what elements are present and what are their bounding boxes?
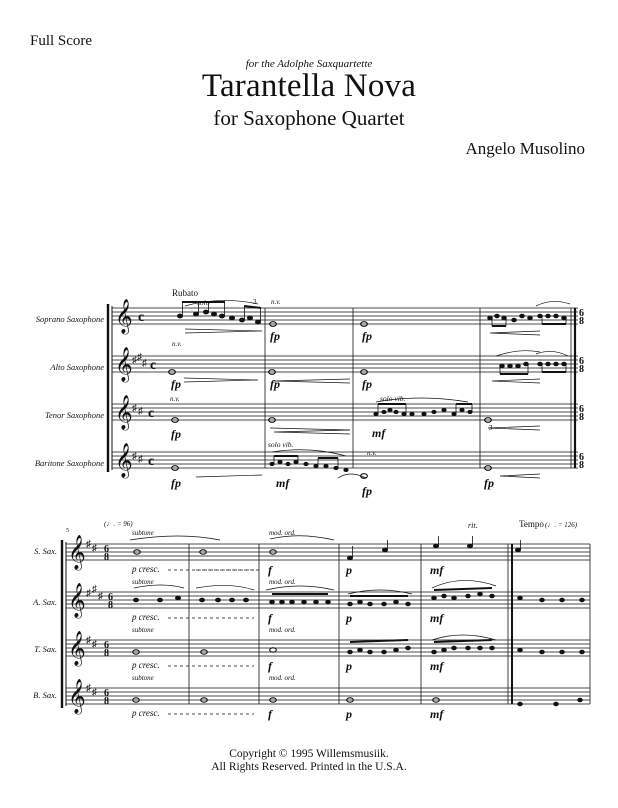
instrument-label-b-sax: B. Sax. (33, 690, 57, 700)
score-type-label: Full Score (30, 33, 93, 49)
piece-subtitle: for Saxophone Quartet (213, 106, 405, 130)
dynamic-mf-tenor-m3: mf (372, 426, 386, 440)
dynamic-fp-baritone-m3: fp (362, 484, 372, 498)
svg-text:♯: ♯ (132, 403, 137, 414)
dynamic-fp-alto-m3: fp (362, 377, 372, 391)
svg-text:6: 6 (579, 452, 584, 463)
svg-text:♯: ♯ (86, 683, 91, 694)
dynamic-p-t-sax: p (346, 659, 352, 673)
instrument-label-baritone: Baritone Saxophone (34, 458, 104, 468)
rights-line: All Rights Reserved. Printed in the U.S.A. (211, 761, 407, 773)
svg-text:𝄞: 𝄞 (115, 444, 133, 477)
rit-marking: rit. (468, 521, 478, 530)
subtone-s-sax: subtone (132, 529, 154, 537)
nv-marking-tenor: n.v. (170, 395, 180, 403)
instrument-label-tenor: Tenor Saxophone (45, 410, 104, 420)
svg-text:6: 6 (579, 404, 584, 415)
svg-text:♯: ♯ (86, 635, 91, 646)
solo-vib-marking-tenor: solo vib. (380, 394, 406, 403)
dynamic-f-b-sax: f (268, 707, 272, 721)
svg-text:8: 8 (104, 648, 109, 659)
nv-marking-soprano: n.v. (271, 298, 281, 306)
instrument-label-soprano: Soprano Saxophone (35, 314, 104, 324)
mod-ord-a-sax: mod. ord. (269, 578, 296, 586)
dynamic-fp-tenor-m1: fp (171, 427, 181, 441)
svg-text:c: c (148, 454, 155, 469)
svg-text:𝄞: 𝄞 (68, 536, 86, 569)
svg-text:c: c (138, 310, 145, 325)
dedication: for the Adolphe Saxquartette (245, 58, 373, 70)
subtone-t-sax: subtone (132, 626, 154, 634)
tempo-start: (♩. = 96) (104, 520, 133, 528)
dynamic-fp-alto-m2: fp (270, 377, 280, 391)
svg-text:6: 6 (104, 544, 109, 555)
svg-text:6: 6 (579, 308, 584, 319)
triplet-marking-soprano: 3 (253, 298, 257, 306)
copyright-notice (0, 748, 618, 774)
svg-text:8: 8 (579, 316, 584, 327)
dynamic-p-b-sax: p (346, 707, 352, 721)
svg-text:𝄞: 𝄞 (68, 632, 86, 665)
p-cresc-b-sax: p cresc. (132, 708, 160, 718)
mod-ord-b-sax: mod. ord. (269, 674, 296, 682)
composer-name: Angelo Musolino (465, 139, 585, 158)
solo-vib-marking-baritone: solo vib. (268, 440, 294, 449)
dynamic-mf-baritone-m2: mf (276, 476, 290, 490)
svg-text:𝄞: 𝄞 (115, 348, 133, 381)
svg-text:𝄞: 𝄞 (115, 396, 133, 429)
dynamic-fp-alto-m1: fp (171, 377, 181, 391)
mod-ord-t-sax: mod. ord. (269, 626, 296, 634)
svg-text:6: 6 (104, 640, 109, 651)
dynamic-f-t-sax: f (268, 659, 272, 673)
svg-text:6: 6 (579, 356, 584, 367)
svg-text:♯: ♯ (98, 591, 103, 602)
svg-text:c: c (148, 406, 155, 421)
dynamic-p-a-sax: p (346, 611, 352, 625)
svg-text:♯: ♯ (92, 639, 97, 650)
subtone-b-sax: subtone (132, 674, 154, 682)
svg-text:8: 8 (108, 600, 113, 611)
dynamic-mf-t-sax: mf (430, 659, 444, 673)
dynamic-f-a-sax: f (268, 611, 272, 625)
instrument-label-a-sax: A. Sax. (33, 597, 57, 607)
dynamic-mf-b-sax: mf (430, 707, 444, 721)
dynamic-fp-soprano-m2: fp (270, 329, 280, 343)
svg-text:♯: ♯ (142, 358, 147, 369)
svg-text:♯: ♯ (137, 352, 142, 363)
subtone-a-sax: subtone (132, 578, 154, 586)
svg-text:8: 8 (579, 364, 584, 375)
piece-title: Tarantella Nova (201, 68, 417, 104)
svg-text:𝄞: 𝄞 (115, 300, 133, 333)
dynamic-mf-a-sax: mf (430, 611, 444, 625)
svg-text:♯: ♯ (132, 451, 137, 462)
svg-text:♯: ♯ (92, 584, 97, 595)
svg-text:8: 8 (579, 460, 584, 471)
svg-text:8: 8 (579, 412, 584, 423)
tempo-end-value: (♩. = 126) (545, 521, 578, 529)
svg-text:♯: ♯ (86, 588, 91, 599)
tempo-marking-rubato: Rubato (172, 288, 198, 298)
svg-text:8: 8 (104, 552, 109, 563)
dynamic-fp-baritone-m1: fp (171, 476, 181, 490)
copyright-line: Copyright © 1995 Willemsmusiik. (229, 748, 389, 760)
svg-text:♯: ♯ (138, 454, 143, 465)
svg-text:♯: ♯ (132, 355, 137, 366)
dynamic-mf-s-sax: mf (430, 563, 444, 577)
svg-text:6: 6 (104, 688, 109, 699)
svg-text:♯: ♯ (138, 406, 143, 417)
svg-text:8: 8 (104, 696, 109, 707)
svg-text:6: 6 (108, 592, 113, 603)
nv-marking-baritone: n.v. (367, 449, 377, 457)
instrument-label-t-sax: T. Sax. (34, 644, 57, 654)
tempo-end-label: Tempo (519, 519, 544, 529)
dynamic-fp-baritone-m4: fp (484, 476, 494, 490)
svg-text:𝄞: 𝄞 (68, 680, 86, 713)
dynamic-f-s-sax: f (268, 563, 272, 577)
instrument-label-alto: Alto Saxophone (50, 362, 104, 372)
svg-text:♯: ♯ (86, 539, 91, 550)
instrument-label-s-sax: S. Sax. (34, 546, 57, 556)
solo-marking-soprano: solo (197, 298, 210, 307)
svg-text:♯: ♯ (92, 543, 97, 554)
dynamic-p-s-sax: p (346, 563, 352, 577)
nv-marking-alto: n.v. (172, 340, 182, 348)
mod-ord-s-sax: mod. ord. (269, 529, 296, 537)
p-cresc-s-sax: p cresc. (132, 564, 160, 574)
p-cresc-a-sax: p cresc. (132, 612, 160, 622)
dynamic-fp-soprano-m3: fp (362, 329, 372, 343)
svg-text:♯: ♯ (92, 687, 97, 698)
measure-number: 5 (66, 528, 69, 534)
p-cresc-t-sax: p cresc. (132, 660, 160, 670)
triplet-marking-tenor: 3 (489, 424, 493, 432)
svg-text:c: c (150, 358, 157, 373)
svg-text:𝄞: 𝄞 (68, 584, 86, 617)
